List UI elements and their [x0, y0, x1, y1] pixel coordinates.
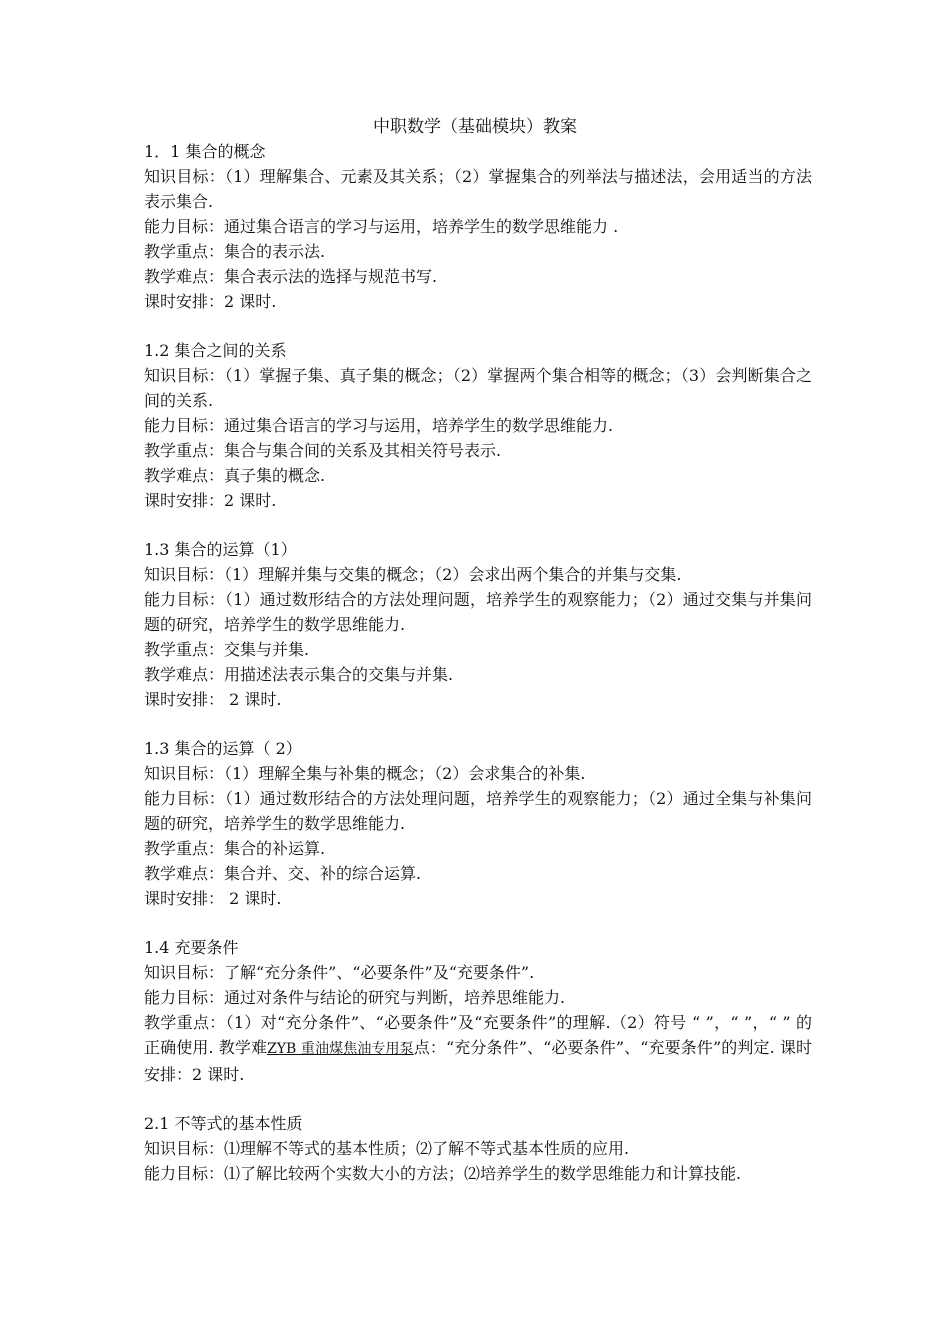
knowledge-goal: 知识目标：（1）掌握子集、真子集的概念；（2）掌握两个集合相等的概念；（3）会判断集合之间的关系. — [144, 366, 812, 410]
section-1-3-part-1 — [144, 537, 812, 712]
section-heading: 1.3 集合的运算（1） — [144, 540, 297, 559]
document-title: 中职数学（基础模块）教案 — [373, 117, 577, 137]
section-1-2 — [144, 338, 812, 513]
section-1-4 — [144, 935, 812, 1087]
knowledge-goal: 知识目标：（1）理解并集与交集的概念；（2）会求出两个集合的并集与交集. — [144, 565, 682, 584]
section-heading: 1.3 集合的运算（ 2） — [144, 739, 302, 758]
section-heading: 1．1 集合的概念 — [144, 142, 266, 161]
teaching-difficulty: 教学难点：用描述法表示集合的交集与并集. — [144, 665, 454, 684]
section-heading: 1.2 集合之间的关系 — [144, 341, 287, 360]
teaching-focus-text: 教学重点：（1）对“充分条件”、“必要条件”及“充要条件”的理解.（2）符号 “ ”，“ ”，“ ” 的正确使用. 教学难 — [144, 1013, 812, 1057]
ability-goal: 能力目标：通过集合语言的学习与运用，培养学生的数学思维能力. — [144, 416, 614, 435]
class-hours: 课时安排：2 课时. — [144, 292, 277, 311]
inline-ad-link[interactable]: ZYB 重油煤焦油专用泵 — [267, 1041, 414, 1057]
section-heading: 1.4 充要条件 — [144, 938, 239, 957]
ability-goal: 能力目标：通过对条件与结论的研究与判断，培养思维能力. — [144, 988, 566, 1007]
class-hours: 课时安排：2 课时. — [144, 491, 277, 510]
class-hours: 课时安排： 2 课时. — [144, 889, 282, 908]
section-2-1 — [144, 1111, 812, 1186]
document-body — [144, 139, 812, 1210]
teaching-difficulty: 教学难点：集合表示法的选择与规范书写. — [144, 267, 438, 286]
class-hours: 课时安排： 2 课时. — [144, 690, 282, 709]
section-1-1 — [144, 139, 812, 314]
teaching-difficulty-text: 点：“充分条件”、“必要条件”、“充要条件”的判定. 课时安排：2 课时. — [144, 1038, 812, 1084]
teaching-focus: 教学重点：集合的补运算. — [144, 839, 326, 858]
ability-goal: 能力目标：⑴了解比较两个实数大小的方法；⑵培养学生的数学思维能力和计算技能. — [144, 1164, 742, 1183]
section-heading: 2.1 不等式的基本性质 — [144, 1114, 303, 1133]
ability-goal: 能力目标：（1）通过数形结合的方法处理问题，培养学生的观察能力；（2）通过交集与并集问题的研究，培养学生的数学思维能力. — [144, 590, 812, 634]
knowledge-goal: 知识目标：（1）理解集合、元素及其关系；（2）掌握集合的列举法与描述法，会用适当的方法表示集合. — [144, 167, 812, 211]
knowledge-goal: 知识目标：⑴理解不等式的基本性质；⑵了解不等式基本性质的应用. — [144, 1139, 630, 1158]
teaching-focus: 教学重点：交集与并集. — [144, 640, 310, 659]
teaching-difficulty: 教学难点：真子集的概念. — [144, 466, 326, 485]
teaching-focus: 教学重点：集合的表示法. — [144, 242, 326, 261]
teaching-focus-paragraph — [144, 1010, 812, 1087]
teaching-focus: 教学重点：集合与集合间的关系及其相关符号表示. — [144, 441, 502, 460]
ability-goal: 能力目标：通过集合语言的学习与运用，培养学生的数学思维能力 . — [144, 217, 619, 236]
knowledge-goal: 知识目标：（1）理解全集与补集的概念；（2）会求集合的补集. — [144, 764, 586, 783]
ability-goal: 能力目标：（1）通过数形结合的方法处理问题，培养学生的观察能力；（2）通过全集与补集问题的研究，培养学生的数学思维能力. — [144, 789, 812, 833]
section-1-3-part-2 — [144, 736, 812, 911]
teaching-difficulty: 教学难点：集合并、交、补的综合运算. — [144, 864, 422, 883]
knowledge-goal: 知识目标：了解“充分条件”、“必要条件”及“充要条件”. — [144, 963, 535, 982]
